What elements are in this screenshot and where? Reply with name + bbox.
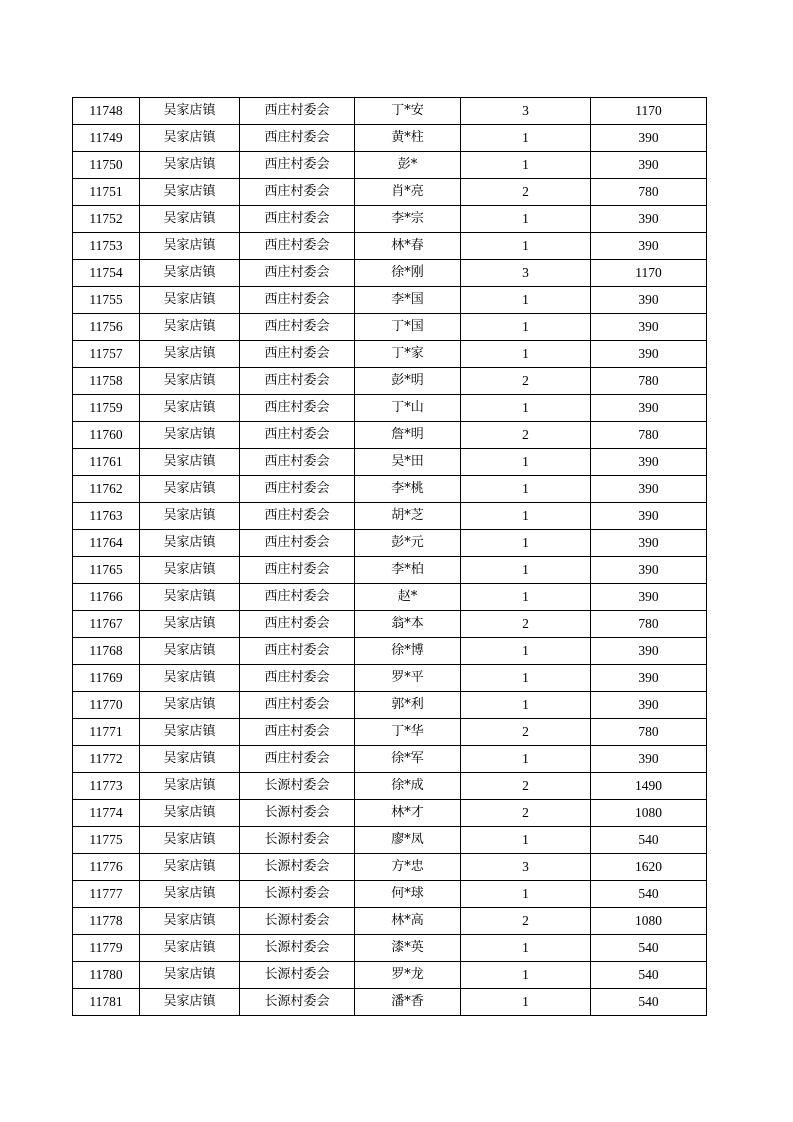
row-number-cell: 11779 (73, 935, 140, 962)
amount-cell: 390 (591, 206, 707, 233)
row-number-cell: 11752 (73, 206, 140, 233)
count-cell: 1 (461, 287, 591, 314)
person-name-cell: 林*高 (355, 908, 461, 935)
amount-cell: 1170 (591, 260, 707, 287)
amount-cell: 540 (591, 989, 707, 1016)
person-name-cell: 丁*华 (355, 719, 461, 746)
person-name-cell: 彭*元 (355, 530, 461, 557)
count-cell: 1 (461, 638, 591, 665)
village-cell: 长源村委会 (240, 800, 355, 827)
village-cell: 西庄村委会 (240, 260, 355, 287)
row-number-cell: 11775 (73, 827, 140, 854)
village-cell: 长源村委会 (240, 962, 355, 989)
town-cell: 吴家店镇 (140, 773, 240, 800)
amount-cell: 390 (591, 449, 707, 476)
amount-cell: 780 (591, 611, 707, 638)
village-cell: 西庄村委会 (240, 152, 355, 179)
town-cell: 吴家店镇 (140, 638, 240, 665)
person-name-cell: 李*桃 (355, 476, 461, 503)
town-cell: 吴家店镇 (140, 665, 240, 692)
person-name-cell: 胡*芝 (355, 503, 461, 530)
amount-cell: 390 (591, 638, 707, 665)
town-cell: 吴家店镇 (140, 935, 240, 962)
row-number-cell: 11777 (73, 881, 140, 908)
person-name-cell: 李*柏 (355, 557, 461, 584)
town-cell: 吴家店镇 (140, 611, 240, 638)
count-cell: 1 (461, 233, 591, 260)
town-cell: 吴家店镇 (140, 125, 240, 152)
amount-cell: 390 (591, 665, 707, 692)
row-number-cell: 11755 (73, 287, 140, 314)
table-row (73, 287, 707, 314)
data-table (72, 97, 707, 1016)
table-row (73, 989, 707, 1016)
village-cell: 长源村委会 (240, 827, 355, 854)
row-number-cell: 11776 (73, 854, 140, 881)
person-name-cell: 漆*英 (355, 935, 461, 962)
village-cell: 西庄村委会 (240, 692, 355, 719)
village-cell: 长源村委会 (240, 773, 355, 800)
village-cell: 西庄村委会 (240, 746, 355, 773)
town-cell: 吴家店镇 (140, 692, 240, 719)
count-cell: 3 (461, 854, 591, 881)
table-row (73, 530, 707, 557)
village-cell: 西庄村委会 (240, 206, 355, 233)
count-cell: 1 (461, 692, 591, 719)
town-cell: 吴家店镇 (140, 908, 240, 935)
village-cell: 西庄村委会 (240, 125, 355, 152)
row-number-cell: 11766 (73, 584, 140, 611)
amount-cell: 780 (591, 719, 707, 746)
person-name-cell: 丁*家 (355, 341, 461, 368)
row-number-cell: 11770 (73, 692, 140, 719)
row-number-cell: 11778 (73, 908, 140, 935)
table-row (73, 503, 707, 530)
person-name-cell: 翁*本 (355, 611, 461, 638)
person-name-cell: 徐*军 (355, 746, 461, 773)
person-name-cell: 彭*明 (355, 368, 461, 395)
row-number-cell: 11781 (73, 989, 140, 1016)
count-cell: 2 (461, 611, 591, 638)
person-name-cell: 徐*博 (355, 638, 461, 665)
count-cell: 3 (461, 260, 591, 287)
village-cell: 长源村委会 (240, 908, 355, 935)
person-name-cell: 吴*田 (355, 449, 461, 476)
town-cell: 吴家店镇 (140, 719, 240, 746)
town-cell: 吴家店镇 (140, 476, 240, 503)
table-row (73, 233, 707, 260)
town-cell: 吴家店镇 (140, 449, 240, 476)
table-row (73, 719, 707, 746)
row-number-cell: 11769 (73, 665, 140, 692)
amount-cell: 390 (591, 314, 707, 341)
person-name-cell: 丁*山 (355, 395, 461, 422)
row-number-cell: 11756 (73, 314, 140, 341)
person-name-cell: 赵* (355, 584, 461, 611)
person-name-cell: 潘*香 (355, 989, 461, 1016)
person-name-cell: 詹*明 (355, 422, 461, 449)
village-cell: 长源村委会 (240, 935, 355, 962)
person-name-cell: 徐*刚 (355, 260, 461, 287)
table-row (73, 935, 707, 962)
amount-cell: 540 (591, 827, 707, 854)
table-row (73, 773, 707, 800)
count-cell: 1 (461, 881, 591, 908)
town-cell: 吴家店镇 (140, 503, 240, 530)
person-name-cell: 李*国 (355, 287, 461, 314)
row-number-cell: 11762 (73, 476, 140, 503)
amount-cell: 540 (591, 881, 707, 908)
town-cell: 吴家店镇 (140, 395, 240, 422)
table-body (73, 98, 707, 1016)
table-row (73, 449, 707, 476)
town-cell: 吴家店镇 (140, 233, 240, 260)
village-cell: 西庄村委会 (240, 422, 355, 449)
amount-cell: 390 (591, 152, 707, 179)
row-number-cell: 11754 (73, 260, 140, 287)
village-cell: 西庄村委会 (240, 638, 355, 665)
amount-cell: 780 (591, 179, 707, 206)
village-cell: 西庄村委会 (240, 557, 355, 584)
village-cell: 西庄村委会 (240, 341, 355, 368)
amount-cell: 390 (591, 125, 707, 152)
village-cell: 西庄村委会 (240, 233, 355, 260)
village-cell: 西庄村委会 (240, 179, 355, 206)
count-cell: 1 (461, 827, 591, 854)
count-cell: 2 (461, 800, 591, 827)
village-cell: 西庄村委会 (240, 314, 355, 341)
table-row (73, 179, 707, 206)
town-cell: 吴家店镇 (140, 368, 240, 395)
amount-cell: 390 (591, 341, 707, 368)
amount-cell: 780 (591, 422, 707, 449)
amount-cell: 540 (591, 935, 707, 962)
count-cell: 1 (461, 125, 591, 152)
row-number-cell: 11748 (73, 98, 140, 125)
table-row (73, 476, 707, 503)
row-number-cell: 11773 (73, 773, 140, 800)
table-row (73, 908, 707, 935)
village-cell: 西庄村委会 (240, 287, 355, 314)
count-cell: 1 (461, 665, 591, 692)
count-cell: 1 (461, 449, 591, 476)
amount-cell: 1620 (591, 854, 707, 881)
row-number-cell: 11751 (73, 179, 140, 206)
person-name-cell: 罗*平 (355, 665, 461, 692)
table-row (73, 692, 707, 719)
person-name-cell: 林*才 (355, 800, 461, 827)
amount-cell: 390 (591, 233, 707, 260)
town-cell: 吴家店镇 (140, 422, 240, 449)
table-row (73, 368, 707, 395)
town-cell: 吴家店镇 (140, 746, 240, 773)
row-number-cell: 11759 (73, 395, 140, 422)
table-row (73, 638, 707, 665)
table-row (73, 260, 707, 287)
person-name-cell: 徐*成 (355, 773, 461, 800)
count-cell: 2 (461, 179, 591, 206)
town-cell: 吴家店镇 (140, 827, 240, 854)
town-cell: 吴家店镇 (140, 206, 240, 233)
table-row (73, 827, 707, 854)
town-cell: 吴家店镇 (140, 557, 240, 584)
row-number-cell: 11757 (73, 341, 140, 368)
amount-cell: 390 (591, 395, 707, 422)
person-name-cell: 方*忠 (355, 854, 461, 881)
count-cell: 1 (461, 206, 591, 233)
amount-cell: 390 (591, 557, 707, 584)
town-cell: 吴家店镇 (140, 179, 240, 206)
count-cell: 2 (461, 908, 591, 935)
amount-cell: 1490 (591, 773, 707, 800)
village-cell: 长源村委会 (240, 989, 355, 1016)
village-cell: 西庄村委会 (240, 449, 355, 476)
table-row (73, 746, 707, 773)
amount-cell: 780 (591, 368, 707, 395)
town-cell: 吴家店镇 (140, 98, 240, 125)
amount-cell: 390 (591, 584, 707, 611)
table-row (73, 584, 707, 611)
table-row (73, 206, 707, 233)
village-cell: 西庄村委会 (240, 584, 355, 611)
count-cell: 2 (461, 422, 591, 449)
row-number-cell: 11749 (73, 125, 140, 152)
row-number-cell: 11767 (73, 611, 140, 638)
town-cell: 吴家店镇 (140, 584, 240, 611)
row-number-cell: 11761 (73, 449, 140, 476)
row-number-cell: 11780 (73, 962, 140, 989)
town-cell: 吴家店镇 (140, 989, 240, 1016)
count-cell: 2 (461, 368, 591, 395)
count-cell: 1 (461, 557, 591, 584)
count-cell: 2 (461, 719, 591, 746)
town-cell: 吴家店镇 (140, 260, 240, 287)
table-row (73, 962, 707, 989)
person-name-cell: 彭* (355, 152, 461, 179)
count-cell: 1 (461, 530, 591, 557)
table-row (73, 854, 707, 881)
village-cell: 西庄村委会 (240, 98, 355, 125)
count-cell: 3 (461, 98, 591, 125)
table-row (73, 125, 707, 152)
village-cell: 西庄村委会 (240, 476, 355, 503)
table-row (73, 881, 707, 908)
count-cell: 1 (461, 962, 591, 989)
table-row (73, 800, 707, 827)
count-cell: 1 (461, 989, 591, 1016)
count-cell: 1 (461, 584, 591, 611)
village-cell: 西庄村委会 (240, 530, 355, 557)
village-cell: 长源村委会 (240, 854, 355, 881)
person-name-cell: 林*春 (355, 233, 461, 260)
amount-cell: 390 (591, 287, 707, 314)
town-cell: 吴家店镇 (140, 152, 240, 179)
village-cell: 西庄村委会 (240, 611, 355, 638)
person-name-cell: 丁*安 (355, 98, 461, 125)
village-cell: 长源村委会 (240, 881, 355, 908)
count-cell: 1 (461, 152, 591, 179)
town-cell: 吴家店镇 (140, 800, 240, 827)
town-cell: 吴家店镇 (140, 287, 240, 314)
person-name-cell: 何*球 (355, 881, 461, 908)
amount-cell: 390 (591, 692, 707, 719)
table-row (73, 341, 707, 368)
table-row (73, 557, 707, 584)
table-row (73, 98, 707, 125)
village-cell: 西庄村委会 (240, 368, 355, 395)
row-number-cell: 11750 (73, 152, 140, 179)
person-name-cell: 肖*亮 (355, 179, 461, 206)
row-number-cell: 11753 (73, 233, 140, 260)
count-cell: 1 (461, 395, 591, 422)
town-cell: 吴家店镇 (140, 341, 240, 368)
person-name-cell: 李*宗 (355, 206, 461, 233)
table-row (73, 152, 707, 179)
table-row (73, 314, 707, 341)
row-number-cell: 11772 (73, 746, 140, 773)
town-cell: 吴家店镇 (140, 962, 240, 989)
row-number-cell: 11771 (73, 719, 140, 746)
count-cell: 1 (461, 935, 591, 962)
row-number-cell: 11765 (73, 557, 140, 584)
count-cell: 1 (461, 503, 591, 530)
row-number-cell: 11758 (73, 368, 140, 395)
town-cell: 吴家店镇 (140, 314, 240, 341)
village-cell: 西庄村委会 (240, 503, 355, 530)
count-cell: 2 (461, 773, 591, 800)
amount-cell: 540 (591, 962, 707, 989)
town-cell: 吴家店镇 (140, 854, 240, 881)
person-name-cell: 黄*柱 (355, 125, 461, 152)
amount-cell: 390 (591, 530, 707, 557)
row-number-cell: 11764 (73, 530, 140, 557)
person-name-cell: 廖*凤 (355, 827, 461, 854)
count-cell: 1 (461, 476, 591, 503)
person-name-cell: 郭*利 (355, 692, 461, 719)
town-cell: 吴家店镇 (140, 530, 240, 557)
amount-cell: 390 (591, 503, 707, 530)
village-cell: 西庄村委会 (240, 395, 355, 422)
village-cell: 西庄村委会 (240, 665, 355, 692)
table-row (73, 422, 707, 449)
person-name-cell: 罗*龙 (355, 962, 461, 989)
table-row (73, 395, 707, 422)
table-row (73, 611, 707, 638)
row-number-cell: 11774 (73, 800, 140, 827)
count-cell: 1 (461, 341, 591, 368)
amount-cell: 1080 (591, 908, 707, 935)
count-cell: 1 (461, 746, 591, 773)
count-cell: 1 (461, 314, 591, 341)
row-number-cell: 11760 (73, 422, 140, 449)
village-cell: 西庄村委会 (240, 719, 355, 746)
row-number-cell: 11768 (73, 638, 140, 665)
person-name-cell: 丁*国 (355, 314, 461, 341)
town-cell: 吴家店镇 (140, 881, 240, 908)
table-row (73, 665, 707, 692)
amount-cell: 1080 (591, 800, 707, 827)
amount-cell: 390 (591, 746, 707, 773)
amount-cell: 1170 (591, 98, 707, 125)
amount-cell: 390 (591, 476, 707, 503)
row-number-cell: 11763 (73, 503, 140, 530)
